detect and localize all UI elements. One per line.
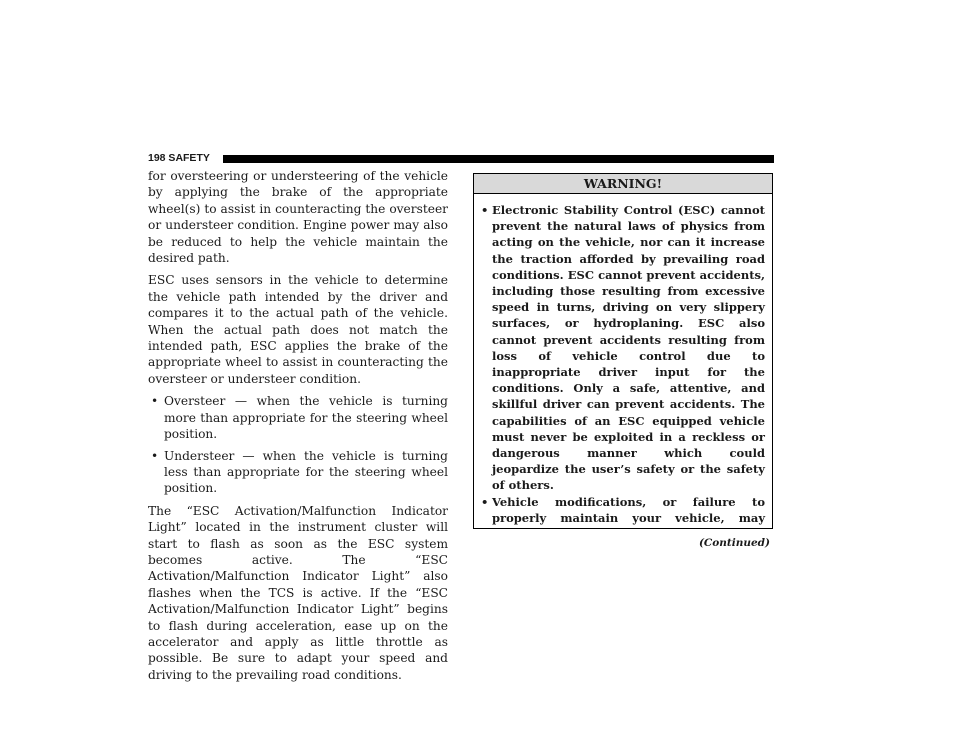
list-item bbox=[148, 393, 448, 442]
warning-item-text: Vehicle modifications, or failure to properly maintain your vehicle, may bbox=[492, 494, 765, 525]
warning-item-text: Electronic Stability Control (ESC) cannot prevent the natural laws of physics from acting on the vehicle, nor can it increase the traction afforded by prevailing road conditions. ESC cannot prevent accidents, including those resulting from excessive speed in turns, driving on very slippery surfaces, or hydroplaning. ESC also cannot prevent accidents resulting from loss of vehicle control due to inappropriate driver input for the conditions. Only a safe, attentive, and skillful driver can prevent accidents. The capabilities of an ESC equipped vehicle must never be exploited in a reckless or dangerous manner which could jeopardize the user’s safety or the safety of others. bbox=[492, 203, 765, 493]
bullet-icon: • bbox=[481, 203, 489, 217]
body-paragraph: for oversteering or understeering of the vehicle by applying the brake of the appropriate wheel(s) to assist in counteracting the oversteer or understeer condition. Engine power may also be reduced to help the vehicle maintain the desired path. bbox=[148, 169, 448, 266]
page-number-section: 198 SAFETY bbox=[148, 152, 210, 164]
bullet-icon: • bbox=[151, 448, 159, 463]
list-item bbox=[148, 448, 448, 497]
warning-box bbox=[473, 173, 773, 529]
list-item-text: Oversteer — when the vehicle is turning more than appropriate for the steering wheel position. bbox=[164, 394, 448, 442]
warning-title: WARNING! bbox=[474, 174, 772, 194]
body-paragraph: ESC uses sensors in the vehicle to determine the vehicle path intended by the driver and compares it to the actual path of the vehicle. When the actual path does not match the intended path, ESC applies the brake of the appropriate wheel to assist in counteracting the oversteer or understeer condition. bbox=[148, 273, 448, 386]
warning-item bbox=[481, 202, 765, 494]
warning-list bbox=[474, 194, 772, 529]
bullet-icon: • bbox=[151, 394, 159, 409]
body-paragraph: The “ESC Activation/Malfunction Indicator Light” located in the instrument cluster will start to flash as soon as the ESC system becomes active. The “ESC Activation/Malfunction Indicator Light” also flashes when the TCS is active. If the “ESC Activation/Malfunction Indicator Light” begins to flash during acceleration, ease up on the accelerator and apply as little throttle as possible. Be sure to adapt your speed and driving to the prevailing road conditions. bbox=[148, 503, 448, 682]
warning-item bbox=[481, 494, 765, 529]
steer-condition-list bbox=[148, 393, 448, 496]
page-header bbox=[148, 153, 774, 165]
header-rule bbox=[223, 155, 774, 163]
left-column bbox=[148, 168, 448, 689]
continued-label: (Continued) bbox=[698, 537, 770, 549]
bullet-icon: • bbox=[481, 494, 489, 509]
list-item-text: Understeer — when the vehicle is turning less than appropriate for the steering wheel position. bbox=[164, 448, 448, 496]
